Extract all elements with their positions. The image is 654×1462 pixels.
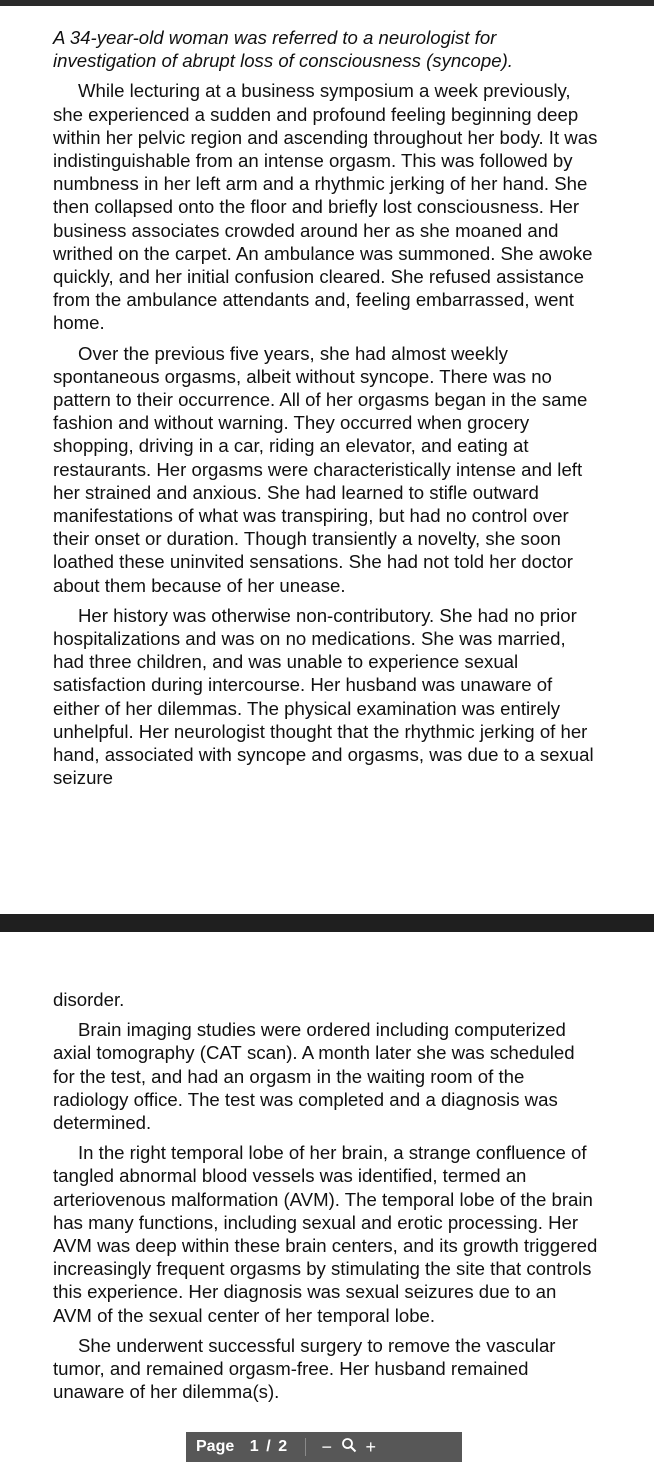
paragraph: She underwent successful surgery to remove the vascular tumor, and remained orgasm-free. Her husband remained unaware of her dilemma(s). [53,1334,556,1403]
paragraph-text: scan). A month later she was scheduled for the test, and had an orgasm in the waiting room of the radiology office. The test was completed and a diagnosis was determined. [53,1042,575,1134]
page-separator-slash: / [266,1438,271,1455]
page-label: Page [196,1438,235,1455]
paragraph: In the right temporal lobe of her brain, a strange confluence of tangled abnormal blood vessels was identified, termed an arteriovenous malformation (AVM). The temporal lobe of the brain has many functions, including sexual and erotic processing. Her AVM was deep within these brain centers, and its growth triggered increasingly frequent orgasms by stimulating the site that controls this experience. Her diagnosis was sexual seizures due to an AVM of the sexual center of her temporal lobe. [53,1142,598,1326]
case-intro: A 34-year-old woman was referred to a neurologist for investigation of abrupt loss of consciousness (syncope). [53,27,513,72]
magnifier-icon [341,1437,357,1453]
paragraph: Over the previous five years, she had almost weekly spontaneous orgasms, albeit without syncope. There was no pattern to their occurrence. All of her orgasms began in the same fashion and without warning. They occurred when grocery shopping, driving in a car, riding an elevator, and eating at restaurants. Her orgasms were characteristically intense and left her strained and anxious. She had learned to stifle outward manifestations of what was transpiring, but had no control over their onset or duration. Though transiently a novelty, she soon loathed these uninvited sensations. She had not told her doctor about them because of her unease. [53,342,588,596]
paragraph [53,1018,598,1134]
zoom-icon[interactable] [338,1437,360,1458]
zoom-out-button[interactable]: − [321,1436,332,1457]
page-1-text [53,26,598,797]
document-page-2 [0,932,654,1462]
page-separator [0,914,654,932]
paragraph: Her history was otherwise non-contributory. She had no prior hospitalizations and was on no medications. She was married, had three children, and was unable to experience sexual satisfaction during intercourse. Her husband was unaware of either of her dilemmas. The physical examination was entirely unhelpful. Her neurologist thought that the rhythmic jerking of her hand, associated with syncope and orgasms, was due to a sexual seizure [53,604,594,789]
page-navigation-toolbar [186,1432,462,1462]
page-2-text [53,988,598,1410]
abbreviation: CAT [205,1042,242,1064]
toolbar-divider [305,1438,306,1456]
paragraph-continuation: disorder. [53,989,125,1010]
zoom-in-button[interactable]: + [365,1436,376,1457]
paragraph: While lecturing at a business symposium a week previously, she experienced a sudden and profound feeling beginning deep within her pelvic region and ascending throughout her body. It was indistinguishable from an intense orgasm. This was followed by numbness in her left arm and a rhythmic jerking of her hand. She then collapsed onto the floor and briefly lost consciousness. Her business associates crowded around her as she moaned and writhed on the carpet. An ambulance was summoned. She awoke quickly, and her initial confusion cleared. She refused assistance from the ambulance attendants and, feeling embarrassed, went home. [53,80,598,334]
current-page-input[interactable]: 1 [249,1438,259,1455]
paragraph-text: Brain imaging studies were ordered including computerized axial tomography ( [53,1019,566,1064]
document-page-1 [0,6,654,914]
total-pages: 2 [278,1438,288,1455]
